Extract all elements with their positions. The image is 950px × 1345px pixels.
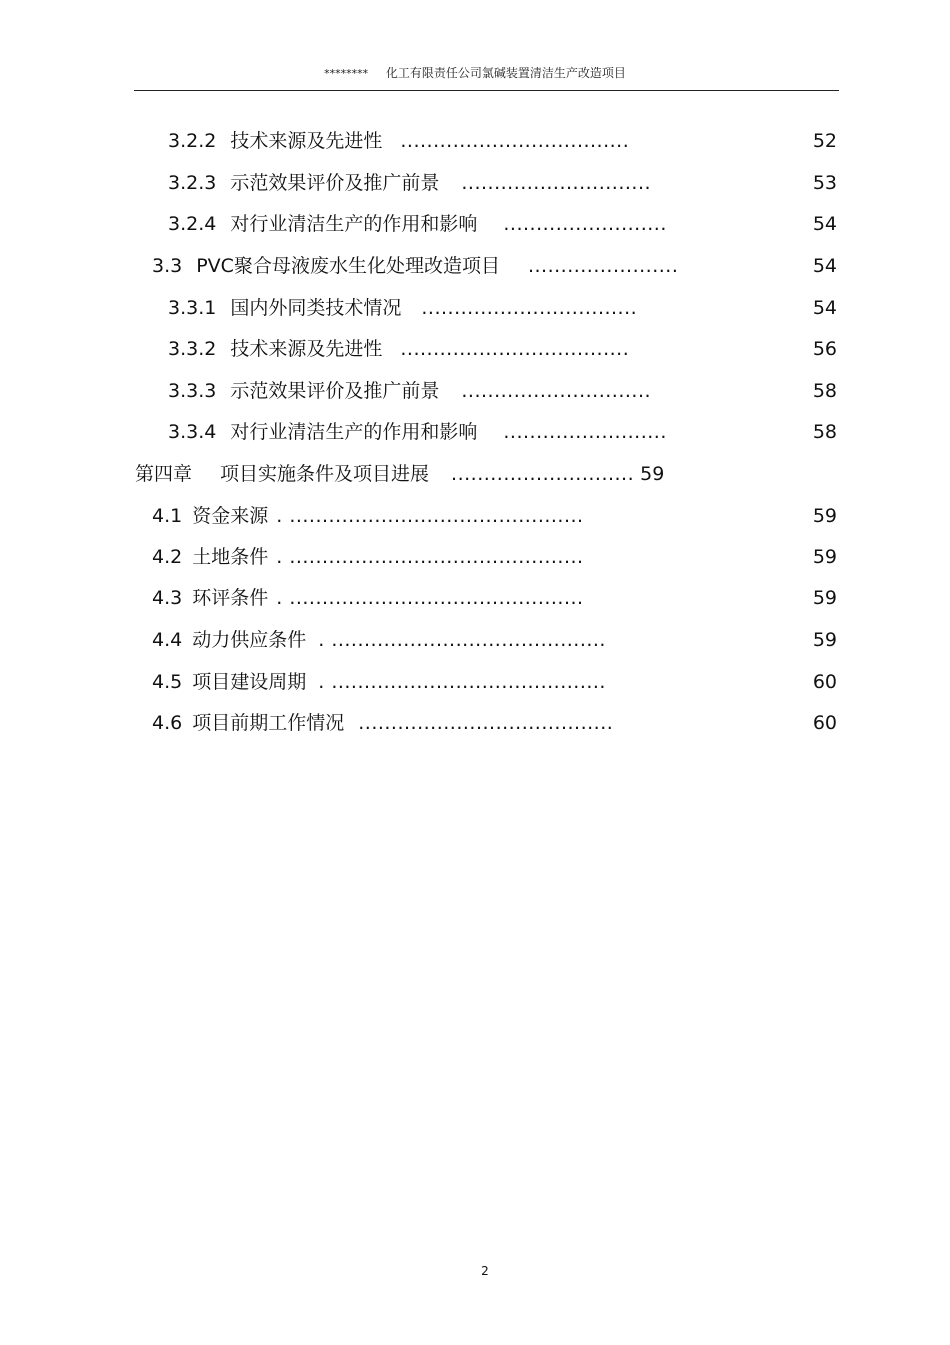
toc-leader: ............................. <box>461 172 652 194</box>
toc-page-number: 59 <box>812 546 837 568</box>
toc-leader: ................................... <box>400 338 630 360</box>
toc-page-number: 59 <box>812 505 837 527</box>
toc-leader: ............................ <box>451 463 635 485</box>
toc-page-number: 59 <box>640 463 665 485</box>
toc-leader: ....................... <box>527 255 679 277</box>
toc-title: 环评条件 <box>192 587 269 609</box>
toc-page-number: 58 <box>812 421 837 443</box>
toc-title: 国内外同类技术情况 <box>230 297 402 319</box>
toc-entry[interactable] <box>152 544 584 570</box>
toc-leader: ....................................... <box>358 712 614 734</box>
toc-page-number: 53 <box>812 172 837 194</box>
toc-leader: ................................. <box>421 297 638 319</box>
toc-title: 项目实施条件及项目进展 <box>220 463 430 485</box>
header-title: 化工有限责任公司氯碱装置清洁生产改造项目 <box>385 66 626 80</box>
toc-number: 3.2.4 <box>168 213 217 235</box>
toc-leader: ............................. <box>461 380 652 402</box>
toc-page-number: 60 <box>812 671 837 693</box>
toc-page-number: 59 <box>812 587 837 609</box>
toc-page-number: 58 <box>812 380 837 402</box>
toc-number: 4.3 <box>152 587 183 609</box>
toc-title: 技术来源及先进性 <box>230 130 383 152</box>
toc-number: 3.3.3 <box>168 380 217 402</box>
toc-number: 4.6 <box>152 712 183 734</box>
toc-entry[interactable] <box>152 253 678 279</box>
toc-entry[interactable] <box>168 128 629 154</box>
toc-number: 3.2.2 <box>168 130 217 152</box>
running-header <box>0 64 950 81</box>
toc-title: 动力供应条件 <box>192 629 307 651</box>
toc-entry[interactable] <box>152 585 584 611</box>
toc-title: 对行业清洁生产的作用和影响 <box>230 421 478 443</box>
toc-leader: . ............................................. <box>276 587 584 609</box>
toc-title: 项目前期工作情况 <box>192 712 345 734</box>
toc-title: PVC聚合母液废水生化处理改造项目 <box>196 255 500 277</box>
toc-page-number: 60 <box>812 712 837 734</box>
toc-leader: . .......................................... <box>318 629 606 651</box>
toc-leader: . ............................................. <box>276 546 584 568</box>
toc-leader: ......................... <box>503 213 667 235</box>
toc-title: 资金来源 <box>192 505 269 527</box>
header-rule <box>134 90 839 91</box>
toc-page-number: 54 <box>812 297 837 319</box>
toc-number: 3.2.3 <box>168 172 217 194</box>
header-stars: ******** <box>324 67 369 80</box>
toc-entry[interactable] <box>152 710 613 736</box>
toc-title: 示范效果评价及推广前景 <box>230 172 440 194</box>
toc-entry[interactable] <box>168 211 667 237</box>
toc-number: 4.1 <box>152 505 183 527</box>
toc-chapter-label: 第四章 <box>135 463 193 485</box>
toc-number: 4.4 <box>152 629 183 651</box>
toc-title: 土地条件 <box>192 546 269 568</box>
footer-page-number: 2 <box>481 1264 489 1278</box>
toc-page-number: 52 <box>812 130 837 152</box>
toc-leader: ......................... <box>503 421 667 443</box>
toc-page-number: 54 <box>812 213 837 235</box>
toc-number: 4.2 <box>152 546 183 568</box>
toc-entry[interactable] <box>168 295 637 321</box>
toc-title: 技术来源及先进性 <box>230 338 383 360</box>
toc-title: 示范效果评价及推广前景 <box>230 380 440 402</box>
toc-leader: . ............................................. <box>276 505 584 527</box>
toc-page-number: 56 <box>812 338 837 360</box>
toc-entry[interactable] <box>168 419 667 445</box>
toc-page-number: 59 <box>812 629 837 651</box>
toc-leader: . .......................................... <box>318 671 606 693</box>
toc-title: 对行业清洁生产的作用和影响 <box>230 213 478 235</box>
toc-number: 3.3.4 <box>168 421 217 443</box>
toc-entry[interactable] <box>152 627 606 653</box>
toc-entry[interactable] <box>152 669 606 695</box>
toc-entry[interactable] <box>168 170 651 196</box>
toc-number: 3.3.1 <box>168 297 217 319</box>
toc-entry[interactable] <box>168 336 629 362</box>
toc-entry[interactable] <box>168 378 651 404</box>
toc-page-number: 54 <box>812 255 837 277</box>
toc-number: 3.3 <box>152 255 183 277</box>
toc-title: 项目建设周期 <box>192 671 307 693</box>
toc-number: 3.3.2 <box>168 338 217 360</box>
toc-leader: ................................... <box>400 130 630 152</box>
toc-chapter-entry[interactable] <box>135 461 664 487</box>
toc-entry[interactable] <box>152 503 584 529</box>
toc-number: 4.5 <box>152 671 183 693</box>
